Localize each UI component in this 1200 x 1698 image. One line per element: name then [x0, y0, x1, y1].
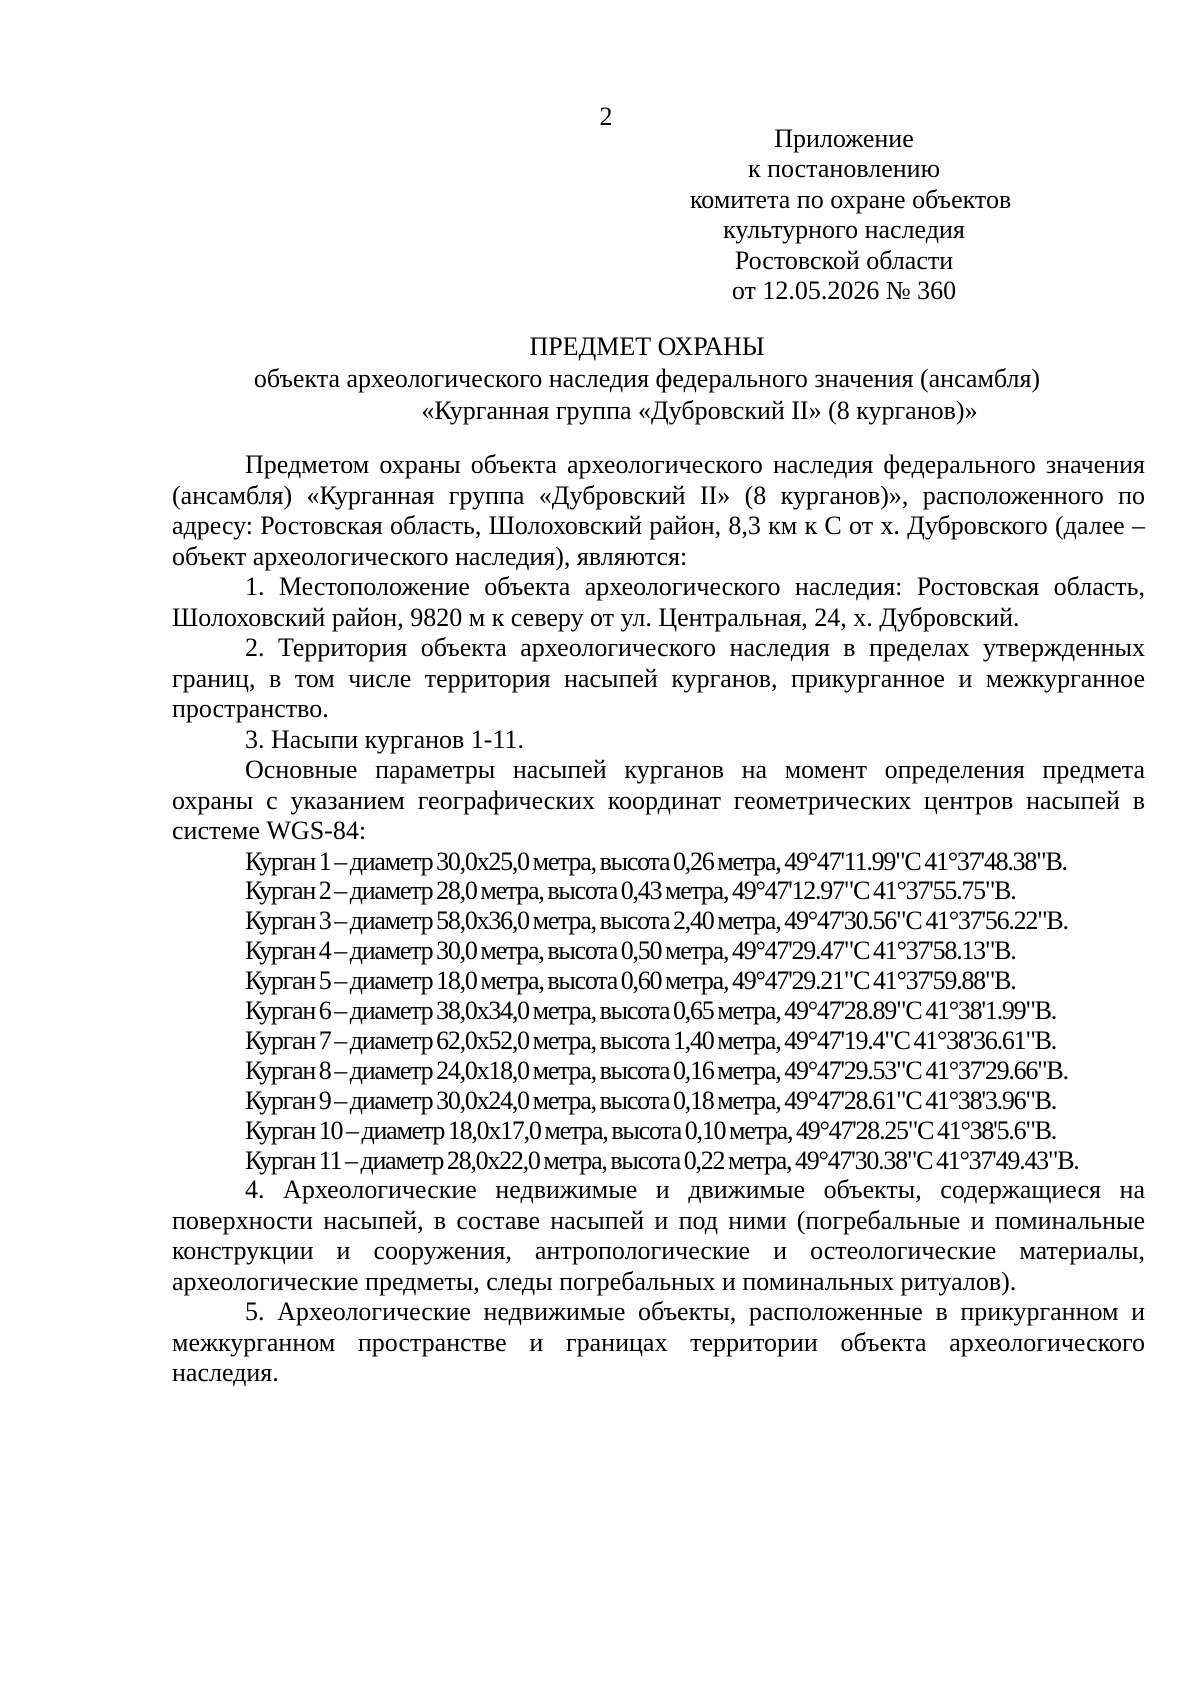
title-heading: ПРЕДМЕТ ОХРАНЫ	[529, 332, 765, 361]
appendix-line: к постановлению	[747, 154, 941, 184]
item-archaeological-objects: 4. Археологические недвижимые и движимые объекты, содержащиеся на поверхности насыпей, в составе насыпей и под ними (погребальные и поминальные конструкции и сооружения, антропологические и остеологические материалы, археологические предметы, следы погребальных и поминальных ритуалов).	[172, 1175, 1145, 1296]
params-paragraph: Основные параметры насыпей курганов на момент определения предмета охраны с указанием географических координат геометрических центров насыпей в системе WGS-84:	[172, 755, 1145, 845]
title-object-name: «Курганная группа «Дубровский II» (8 курганов)»	[421, 396, 978, 425]
item-location: 1. Местоположение объекта археологического наследия: Ростовская область, Шолоховский район, 9820 м к северу от ул. Центральная, 24, х. Дубровский.	[172, 572, 1145, 632]
title-subtitle: объекта археологического наследия федерального значения (ансамбля)	[253, 364, 1041, 393]
appendix-line: от 12.05.2026 № 360	[731, 276, 957, 306]
item-surrounding-objects: 5. Археологические недвижимые объекты, расположенные в прикурганном и межкурганном пространстве и границах территории объекта археологического наследия.	[172, 1297, 1145, 1388]
kurgan-entry: Курган 2 – диаметр 28,0 метра, высота 0,43 метра, 49°47'12.97"С 41°37'55.75"В.	[245, 876, 1016, 906]
item-mounds: 3. Насыпи курганов 1-11.	[245, 724, 525, 754]
kurgan-entry: Курган 11 – диаметр 28,0x22,0 метра, высота 0,22 метра, 49°47'30.38"С 41°37'49.43"В.	[245, 1145, 1079, 1175]
kurgan-entry: Курган 8 – диаметр 24,0x18,0 метра, высота 0,16 метра, 49°47'29.53"С 41°37'29.66"В.	[245, 1055, 1068, 1085]
kurgan-entry: Курган 1 – диаметр 30,0x25,0 метра, высота 0,26 метра, 49°47'11.99"С 41°37'48.38"В.	[245, 846, 1067, 876]
kurgan-entry: Курган 9 – диаметр 30,0x24,0 метра, высота 0,18 метра, 49°47'28.61"С 41°38'3.96"В.	[245, 1085, 1057, 1115]
kurgan-entry: Курган 7 – диаметр 62,0x52,0 метра, высота 1,40 метра, 49°47'19.4"С 41°38'36.61"В.	[245, 1025, 1057, 1055]
document-title	[160, 331, 1134, 427]
intro-paragraph: Предметом охраны объекта археологического наследия федерального значения (ансамбля) «Курганная группа «Дубровский II» (8 курганов)», расположенного по адресу: Ростовская область, Шолоховский район, 8,3 км к С от х. Дубровского (далее – объект археологического наследия), являются:	[172, 450, 1145, 571]
kurgan-list	[172, 847, 1145, 1176]
kurgan-entry: Курган 3 – диаметр 58,0x36,0 метра, высота 2,40 метра, 49°47'30.56"С 41°37'56.22"В.	[245, 906, 1068, 936]
document-body	[172, 450, 1145, 1389]
appendix-header	[690, 124, 1012, 306]
appendix-line: комитета по охране объектов	[690, 184, 1012, 214]
kurgan-entry: Курган 6 – диаметр 38,0x34,0 метра, высота 0,65 метра, 49°47'28.89"С 41°38'1.99"В.	[245, 996, 1057, 1026]
item-territory: 2. Территория объекта археологического наследия в пределах утвержденных границ, в том числе территория насыпей курганов, прикурганное и межкурганное пространство.	[172, 633, 1145, 723]
appendix-line: культурного наследия	[723, 215, 965, 245]
page-number: 2	[599, 102, 613, 131]
appendix-line: Приложение	[774, 124, 914, 153]
kurgan-entry: Курган 4 – диаметр 30,0 метра, высота 0,50 метра, 49°47'29.47"С 41°37'58.13"В.	[245, 936, 1016, 966]
kurgan-entry: Курган 5 – диаметр 18,0 метра, высота 0,60 метра, 49°47'29.21"С 41°37'59.88"В.	[245, 966, 1016, 996]
appendix-line: Ростовской области	[734, 245, 954, 275]
kurgan-entry: Курган 10 – диаметр 18,0x17,0 метра, высота 0,10 метра, 49°47'28.25"С 41°38'5.6"В.	[245, 1115, 1057, 1145]
